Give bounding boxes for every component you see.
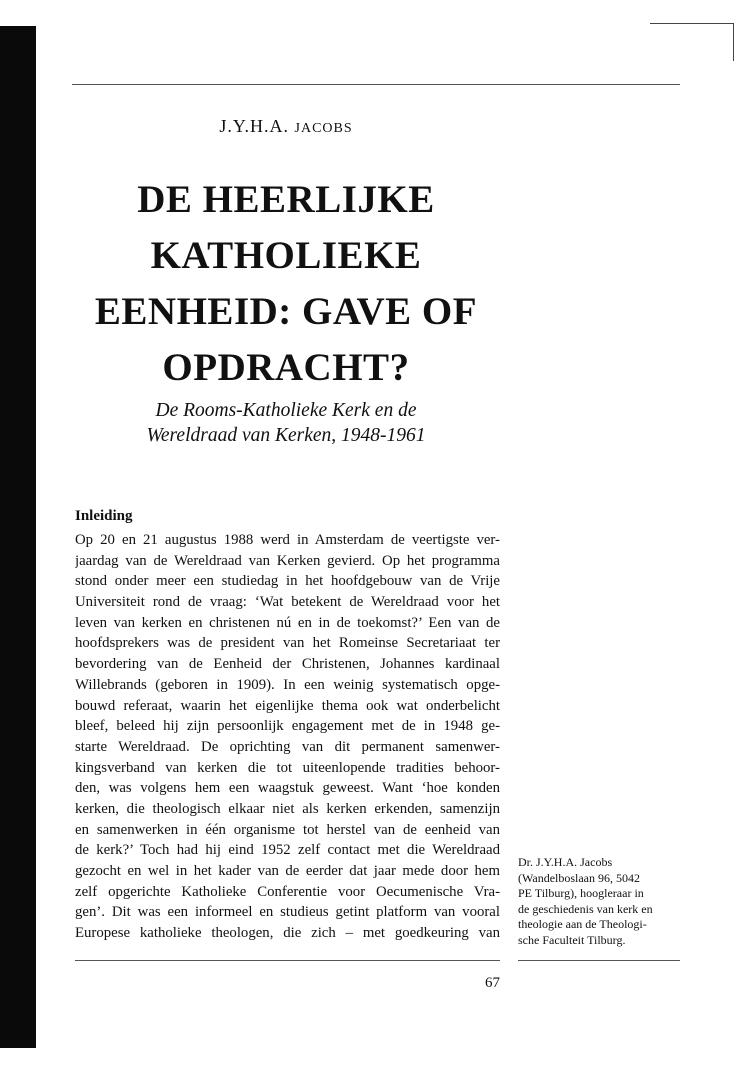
page-number: 67 bbox=[485, 975, 500, 991]
footer-rule bbox=[75, 960, 500, 961]
subtitle-line: Wereldraad van Kerken, 1948-1961 bbox=[146, 425, 426, 446]
crop-mark bbox=[650, 23, 734, 24]
body-line: den, was volgens hem een waagstuk geweest. Want ‘hoe konden bbox=[75, 780, 500, 797]
footnote-line: (Wandelboslaan 96, 5042 bbox=[518, 870, 641, 885]
footnote-line: Dr. J.Y.H.A. Jacobs bbox=[518, 855, 613, 869]
article-title bbox=[72, 172, 500, 396]
title-line: DE HEERLIJKE bbox=[137, 178, 435, 221]
body-line: bouwd referaat, waarin het eigenlijke thema ook wat onderbelicht bbox=[75, 697, 500, 714]
body-line: starte Wereldraad. De oprichting van dit permanent samenwer- bbox=[75, 738, 500, 755]
body-line: en samenwerken in één organisme tot herstel van de eenheid van bbox=[75, 821, 500, 838]
body-line: bevordering van de Eenheid der Christenen, Johannes kardinaal bbox=[75, 656, 500, 673]
body-line: jaardag van de Wereldraad van Kerken gevierd. Op het programma bbox=[75, 552, 500, 569]
body-line: bleef, beleed hij zijn persoonlijk engagement met de in 1948 ge- bbox=[75, 718, 500, 735]
article-subtitle bbox=[72, 398, 500, 448]
body-line: gezocht en wel in het kader van de eerder dat jaar mede door hem bbox=[75, 863, 500, 879]
body-line: kerken, die theologisch elkaar niet als kerken erkenden, samenzijn bbox=[75, 800, 500, 817]
body-line: kingsverband van kerken die tot uiteenlopende tradities behoor- bbox=[75, 759, 500, 776]
author-initials: J.Y.H.A. bbox=[219, 116, 290, 136]
body-line: Op 20 en 21 augustus 1988 werd in Amsterdam de veertigste ver- bbox=[75, 532, 500, 548]
body-line: hoofdsprekers was de president van het Romeinse Secretariaat ter bbox=[75, 635, 500, 652]
subtitle-line: De Rooms-Katholieke Kerk en de bbox=[155, 400, 417, 421]
body-line: de kerk?’ Toch had hij eind 1952 zelf contact met die Wereldraad bbox=[75, 842, 500, 859]
footnote-line: de geschiedenis van kerk en bbox=[518, 901, 653, 916]
footnote-rule bbox=[518, 960, 680, 961]
footnote-line: sche Faculteit Tilburg. bbox=[518, 932, 626, 947]
body-line: stond onder meer een studiedag in het hoofdgebouw van de Vrije bbox=[75, 573, 500, 590]
body-line: Universiteit rond de vraag: ‘Wat betekent de Wereldraad voor het bbox=[75, 594, 500, 611]
title-line: OPDRACHT? bbox=[162, 346, 410, 389]
body-paragraph bbox=[75, 530, 500, 944]
footnote-line: PE Tilburg), hoogleraar in bbox=[518, 886, 644, 900]
author-surname: JACOBS bbox=[294, 121, 353, 136]
body-line: Europese katholieke theologen, die zich – met goedkeuring van bbox=[75, 925, 500, 942]
scan-edge-bar bbox=[0, 26, 36, 1048]
author-name bbox=[72, 116, 500, 137]
crop-mark-vertical bbox=[733, 23, 734, 61]
footnote-line: theologie aan de Theologi- bbox=[518, 917, 647, 931]
title-line: KATHOLIEKE bbox=[150, 234, 422, 277]
body-line: zelf opgerichte Katholieke Conferentie voor Oecumenische Vra- bbox=[75, 883, 500, 900]
title-line: EENHEID: GAVE OF bbox=[94, 290, 478, 333]
body-line: gen’. Dit was een informeel en studieus getint platform van vooral bbox=[75, 904, 500, 921]
author-footnote bbox=[518, 855, 686, 948]
body-line: leven van kerken en christenen nú en in de toekomst?’ Een van de bbox=[75, 614, 500, 631]
header-rule bbox=[72, 84, 680, 85]
body-line: Willebrands (geboren in 1909). In een weinig systematisch opge- bbox=[75, 676, 500, 693]
section-heading: Inleiding bbox=[75, 508, 133, 524]
